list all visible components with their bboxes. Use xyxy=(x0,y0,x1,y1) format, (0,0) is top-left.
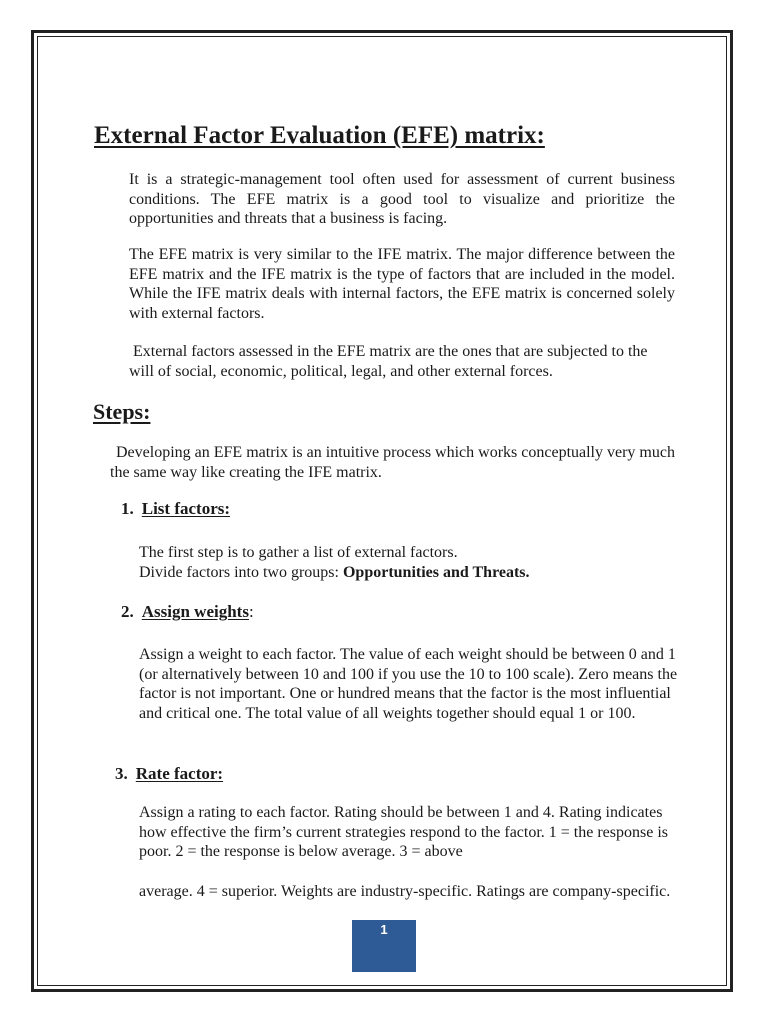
step-1-heading xyxy=(121,499,230,519)
step-2-body xyxy=(139,645,679,723)
step-2-label: Assign weights xyxy=(141,602,249,621)
step-3-label: Rate factor: xyxy=(135,764,224,783)
step-2-colon: : xyxy=(248,602,254,621)
intro-paragraph-1: It is a strategic-management tool often used for assessment of current business conditions. The EFE matrix is a good tool to visualize and prioritize the opportunities and threats that a business is facing. xyxy=(129,171,675,228)
step-2-text-suffix: of each weight should be between 0 and 1 (or alternatively between 10 and 100 if you use the 10 to 100 scale). Zero means the factor is not important. One or hundred means that the factor is the most influential and critical one. The total value of all weights together should equal 1 or 100. xyxy=(139,646,678,722)
steps-intro: Developing an EFE matrix is an intuitive process which works conceptually very much the same way like creating the IFE matrix. xyxy=(110,444,675,481)
step-2-text-prefix: Assign a weight to each factor. The xyxy=(139,646,369,663)
step-3-body-2: average. 4 = superior. Weights are industry-specific. Ratings are company-specific. xyxy=(139,883,671,900)
step-1-line-2-bold: Opportunities and Threats. xyxy=(342,563,530,581)
step-2-number: 2. xyxy=(121,602,134,621)
intro-paragraph-2: The EFE matrix is very similar to the IFE matrix. The major difference between the EFE matrix and the IFE matrix is the type of factors that are included in the model. While the IFE matrix deals with internal factors, the EFE matrix is concerned solely with external factors. xyxy=(129,246,675,322)
step-1-label: List factors: xyxy=(141,499,231,518)
step-3-heading xyxy=(115,764,223,784)
step-1-line-2-prefix: Divide factors into two groups: xyxy=(139,563,343,581)
step-3-body-1: Assign a rating to each factor. Rating should be between 1 and 4. Rating indicates how effective the firm’s current strategies respond to the factor. 1 = the response is poor. 2 = the response is below average. 3 = above xyxy=(139,804,669,861)
step-2-heading xyxy=(121,602,254,622)
steps-heading: Steps: xyxy=(93,399,151,424)
page-title: External Factor Evaluation (EFE) matrix: xyxy=(94,122,545,149)
step-1-body xyxy=(139,543,679,582)
step-3-number: 3. xyxy=(115,764,128,783)
step-1-line-1: The first step is to gather a list of external factors. xyxy=(139,544,458,561)
step-2-text-emph: value xyxy=(368,646,404,663)
intro-paragraph-3: External factors assessed in the EFE matrix are the ones that are subjected to the will of social, economic, political, legal, and other external forces. xyxy=(129,343,648,380)
step-1-number: 1. xyxy=(121,499,134,518)
page-number-badge: 1 xyxy=(352,920,416,972)
